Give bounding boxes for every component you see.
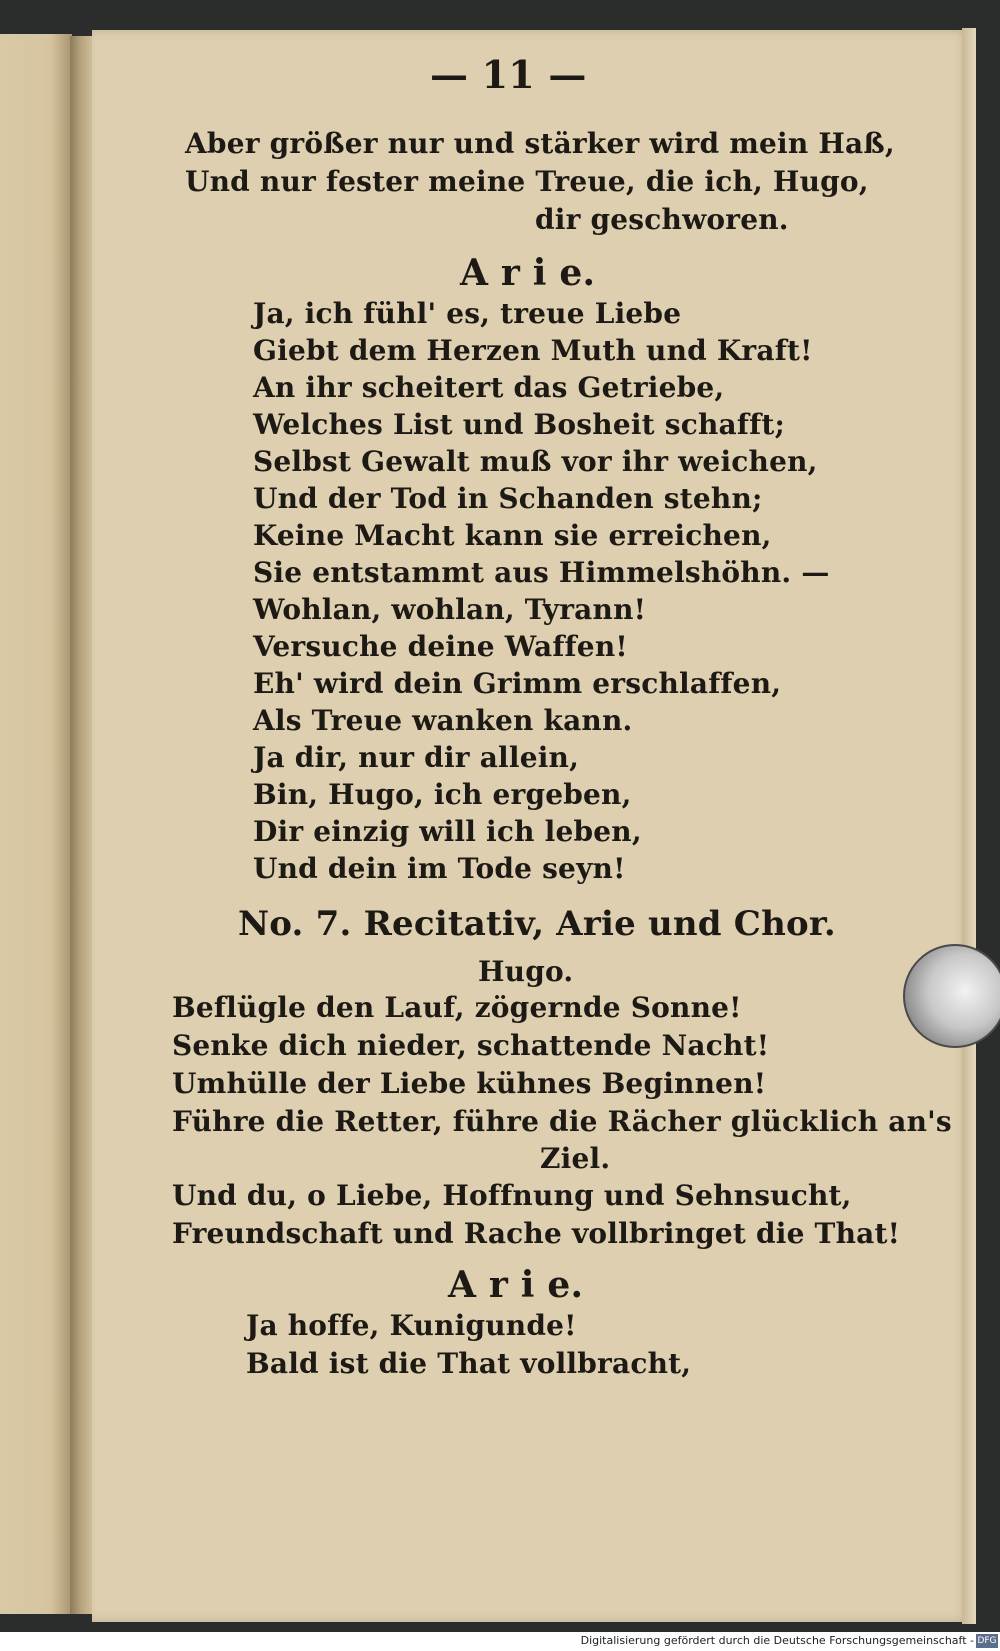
recitative-line: Senke dich nieder, schattende Nacht! [172,1029,770,1062]
verse-line: dir geschworen. [535,203,789,236]
verse-line: Aber größer nur und stärker wird mein Haß, [185,127,895,160]
aria-title: A r i e. [460,252,596,294]
recitative-line: Freundschaft und Rache vollbringet die That! [172,1217,901,1250]
aria-line: Ja hoffe, Kunigunde! [246,1309,577,1342]
aria-title: A r i e. [448,1264,584,1306]
aria-line: An ihr scheitert das Getriebe, [253,371,725,404]
aria-line: Versuche deine Waffen! [253,630,628,663]
aria-line: Bin, Hugo, ich ergeben, [253,778,632,811]
speaker-name: Hugo. [478,955,574,988]
recitative-line: Ziel. [540,1142,611,1175]
page-right-edge [962,28,976,1624]
page-number: — 11 — [430,52,587,97]
aria-line: Eh' wird dein Grimm erschlaffen, [253,667,782,700]
page-clip [903,944,1000,1048]
aria-line: Welches List und Bosheit schafft; [253,408,786,441]
aria-line: Als Treue wanken kann. [253,704,633,737]
aria-line: Und der Tod in Schanden stehn; [253,482,763,515]
dfg-logo-icon: DFG [977,1636,997,1646]
aria-line: Und dein im Tode seyn! [253,852,626,885]
section-heading: No. 7. Recitativ, Arie und Chor. [238,904,836,944]
aria-line: Dir einzig will ich leben, [253,815,642,848]
recitative-line: Und du, o Liebe, Hoffnung und Sehnsucht, [172,1179,852,1212]
footer-credit: Digitalisierung gefördert durch die Deutsche Forschungsgemeinschaft - [580,1634,974,1647]
aria-line: Sie entstammt aus Himmelshöhn. — [253,556,830,589]
recitative-line: Führe die Retter, führe die Rächer glücklich an's [172,1105,952,1138]
aria-line: Keine Macht kann sie erreichen, [253,519,772,552]
aria-line: Selbst Gewalt muß vor ihr weichen, [253,445,818,478]
aria-line: Ja, ich fühl' es, treue Liebe [253,297,682,330]
aria-line: Wohlan, wohlan, Tyrann! [253,593,647,626]
recitative-line: Beflügle den Lauf, zögernde Sonne! [172,991,742,1024]
verse-line: Und nur fester meine Treue, die ich, Hugo, [185,165,869,198]
recitative-line: Umhülle der Liebe kühnes Beginnen! [172,1067,767,1100]
aria-line: Giebt dem Herzen Muth und Kraft! [253,334,813,367]
aria-line: Bald ist die That vollbracht, [246,1347,692,1380]
facing-page-edge [0,34,72,1614]
aria-line: Ja dir, nur dir allein, [253,741,580,774]
footer-bar [0,1632,1000,1651]
